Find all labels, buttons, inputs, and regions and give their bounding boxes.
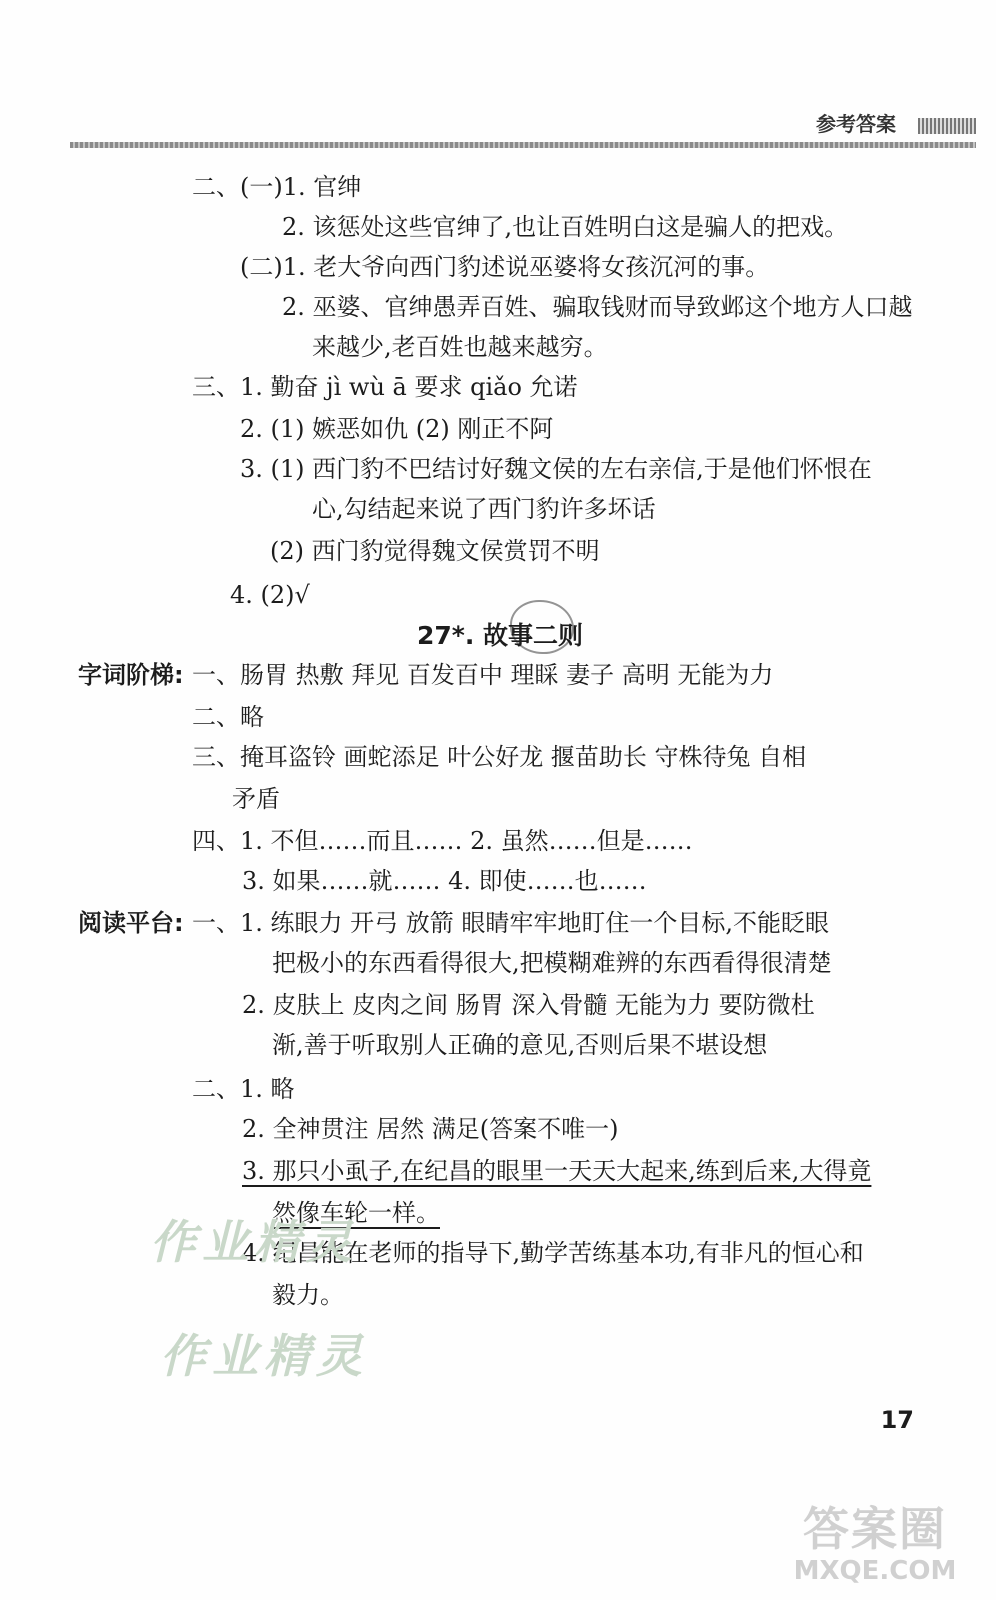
answer-line: 2. (1) 嫉恶如仇 (2) 刚正不阿 [240,415,554,443]
watermark: 作业精灵 [160,1329,368,1383]
answer-line: 来越少,老百姓也越来越穷。 [312,333,608,361]
header-rule [70,142,976,148]
answer-line: 4. (2)√ [230,581,310,609]
site-logo-bottom: MXQE.COM [793,1556,957,1586]
page-number: 17 [880,1406,914,1434]
yuedu-line: 2. 全神贯注 居然 满足(答案不唯一) [242,1115,619,1143]
header-decoration [918,118,976,134]
yuedu-line: 渐,善于听取别人正确的意见,否则后果不堪设想 [272,1031,768,1059]
site-logo-top: 答案圈 [803,1502,947,1556]
yuedu-line: 二、1. 略 [192,1075,295,1103]
ciyu-line: 矛盾 [232,785,280,813]
header-title: 参考答案 [816,112,896,136]
answer-line: (二)1. 老大爷向西门豹述说巫婆将女孩沉河的事。 [240,253,770,281]
yuedu-label: 阅读平台: [78,909,184,937]
answer-line: 三、1. 勤奋 jì wù ā 要求 qiǎo 允诺 [192,373,578,401]
answer-line: 2. 巫婆、官绅愚弄百姓、骗取钱财而导致邺这个地方人口越 [282,293,913,321]
yuedu-line: 2. 皮肤上 皮肉之间 肠胃 深入骨髓 无能为力 要防微杜 [242,991,815,1019]
answer-line: 2. 该惩处这些官绅了,也让百姓明白这是骗人的把戏。 [282,213,849,241]
yuedu-line: 一、1. 练眼力 开弓 放箭 眼睛牢牢地盯住一个目标,不能眨眼 [192,909,830,937]
yuedu-line: 4. 纪昌能在老师的指导下,勤学苦练基本功,有非凡的恒心和 [242,1239,864,1267]
section-title: 27*. 故事二则 [416,621,584,650]
ciyu-line: 三、掩耳盗铃 画蛇添足 叶公好龙 揠苗助长 守株待兔 自相 [192,743,807,771]
watermark: 作业精灵 [150,1215,358,1269]
ciyu-line: 3. 如果……就…… 4. 即使……也…… [242,867,647,895]
yuedu-line: 把极小的东西看得很大,把模糊难辨的东西看得很清楚 [272,949,832,977]
ciyu-line: 四、1. 不但……而且…… 2. 虽然……但是…… [192,827,693,855]
ciyu-line: 一、肠胃 热敷 拜见 百发百中 理睬 妻子 高明 无能为力 [192,661,774,689]
ciyu-label: 字词阶梯: [78,661,184,689]
answer-line: 3. (1) 西门豹不巴结讨好魏文侯的左右亲信,于是他们怀恨在 [240,455,872,483]
yuedu-line: 然像车轮一样。 [272,1199,440,1227]
yuedu-line: 3. 那只小虱子,在纪昌的眼里一天天大起来,练到后来,大得竟 [242,1157,872,1185]
site-logo [766,1502,984,1588]
answer-line: (2) 西门豹觉得魏文侯赏罚不明 [270,537,600,565]
answer-line: 二、(一)1. 官绅 [192,173,362,201]
yuedu-line: 毅力。 [272,1281,344,1309]
ciyu-line: 二、略 [192,703,264,731]
answer-line: 心,勾结起来说了西门豹许多坏话 [312,495,656,523]
